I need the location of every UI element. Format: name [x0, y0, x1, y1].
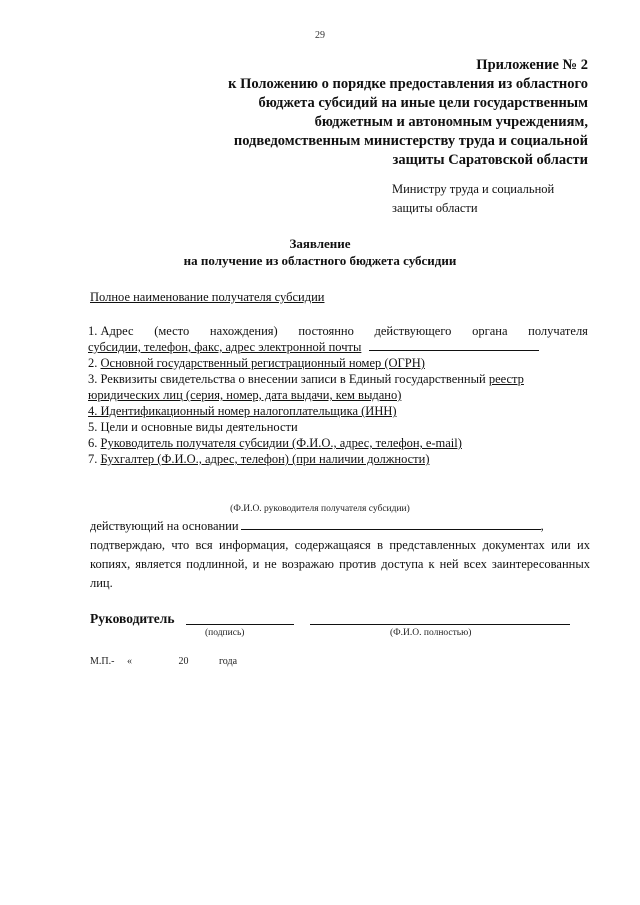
- list-item: [88, 371, 588, 387]
- list-item: [88, 387, 588, 403]
- basis-fill-line: [241, 517, 541, 530]
- full-name-caption: (Ф.И.О. полностью): [390, 628, 472, 638]
- list-item: [88, 451, 588, 467]
- addressee-block: [392, 180, 592, 218]
- item-word: (место: [154, 324, 190, 338]
- item-word: 1. Адрес: [88, 324, 134, 338]
- appendix-line: бюджета субсидий на иные цели государственным: [258, 95, 588, 111]
- list-item: [88, 323, 588, 339]
- acting-suffix: ,: [540, 519, 544, 533]
- stamp-label: М.П.-: [90, 656, 115, 667]
- acting-line: [90, 517, 590, 536]
- appendix-line: защиты Саратовской области: [392, 152, 588, 168]
- item-word: органа: [472, 324, 508, 338]
- head-label: Руководитель: [90, 611, 175, 626]
- item-number: 2.: [88, 356, 98, 370]
- item-word: действующего: [374, 324, 452, 338]
- addressee-line: защиты области: [392, 201, 478, 215]
- item-text: 4. Идентификационный номер налогоплательщика (ИНН): [88, 404, 397, 418]
- date-word: года: [218, 656, 238, 667]
- list-item: [88, 435, 588, 451]
- fio-caption: (Ф.И.О. руководителя получателя субсидии): [230, 504, 410, 514]
- item-text: 3. Реквизиты свидетельства о внесении записи в Единый государственный: [88, 372, 486, 386]
- item-word: постоянно: [298, 324, 354, 338]
- title-subtitle: на получение из областного бюджета субсидии: [183, 253, 457, 268]
- acting-prefix: действующий на основании: [90, 519, 239, 533]
- list-item: [88, 339, 588, 355]
- item-word: нахождения): [209, 324, 278, 338]
- item-number: 7.: [88, 452, 98, 466]
- date-year: 20: [178, 656, 189, 667]
- item-text: Бухгалтер (Ф.И.О., адрес, телефон) (при наличии должности): [100, 452, 430, 466]
- appendix-line: к Положению о порядке предоставления из областного: [228, 76, 588, 92]
- appendix-heading: [148, 56, 588, 170]
- addressee-line: Министру труда и социальной: [392, 182, 555, 196]
- list-item: [88, 403, 588, 419]
- item-text: субсидии, телефон, факс, адрес электронной почты: [88, 340, 362, 354]
- item-number: 6.: [88, 436, 98, 450]
- item-text: 5. Цели и основные виды деятельности: [88, 420, 298, 434]
- item-text: юридических лиц (серия, номер, дата выдачи, кем выдано): [88, 388, 402, 402]
- title-main: Заявление: [289, 236, 351, 251]
- appendix-line: бюджетным и автономным учреждениям,: [314, 114, 588, 130]
- document-title: [0, 235, 640, 269]
- page-number: 29: [315, 30, 325, 41]
- requisites-list: [88, 323, 588, 467]
- declaration-block: [90, 517, 590, 593]
- signature-line: [186, 624, 294, 625]
- full-name-line: [310, 624, 570, 625]
- item-text: Руководитель получателя субсидии (Ф.И.О., адрес, телефон, e-mail): [100, 436, 462, 450]
- stamp-date-row: [90, 656, 237, 667]
- appendix-title: Приложение № 2: [476, 57, 588, 73]
- date-quote-mark: «: [126, 656, 132, 667]
- declaration-text: подтверждаю, что вся информация, содержащаяся в представленных документах или их копиях, является подлинной, и не возражаю против доступа к ней всех заинтересованных лиц.: [90, 538, 590, 590]
- list-item: [88, 355, 588, 371]
- item-word: получателя: [528, 324, 588, 338]
- item-text: Основной государственный регистрационный номер (ОГРН): [100, 356, 425, 370]
- fill-in-line: [369, 340, 539, 351]
- appendix-line: подведомственным министерству труда и социальной: [233, 133, 588, 149]
- list-item: [88, 419, 588, 435]
- item-text: реестр: [488, 372, 524, 386]
- signature-caption: (подпись): [205, 628, 245, 638]
- full-name-label: Полное наименование получателя субсидии: [90, 290, 325, 304]
